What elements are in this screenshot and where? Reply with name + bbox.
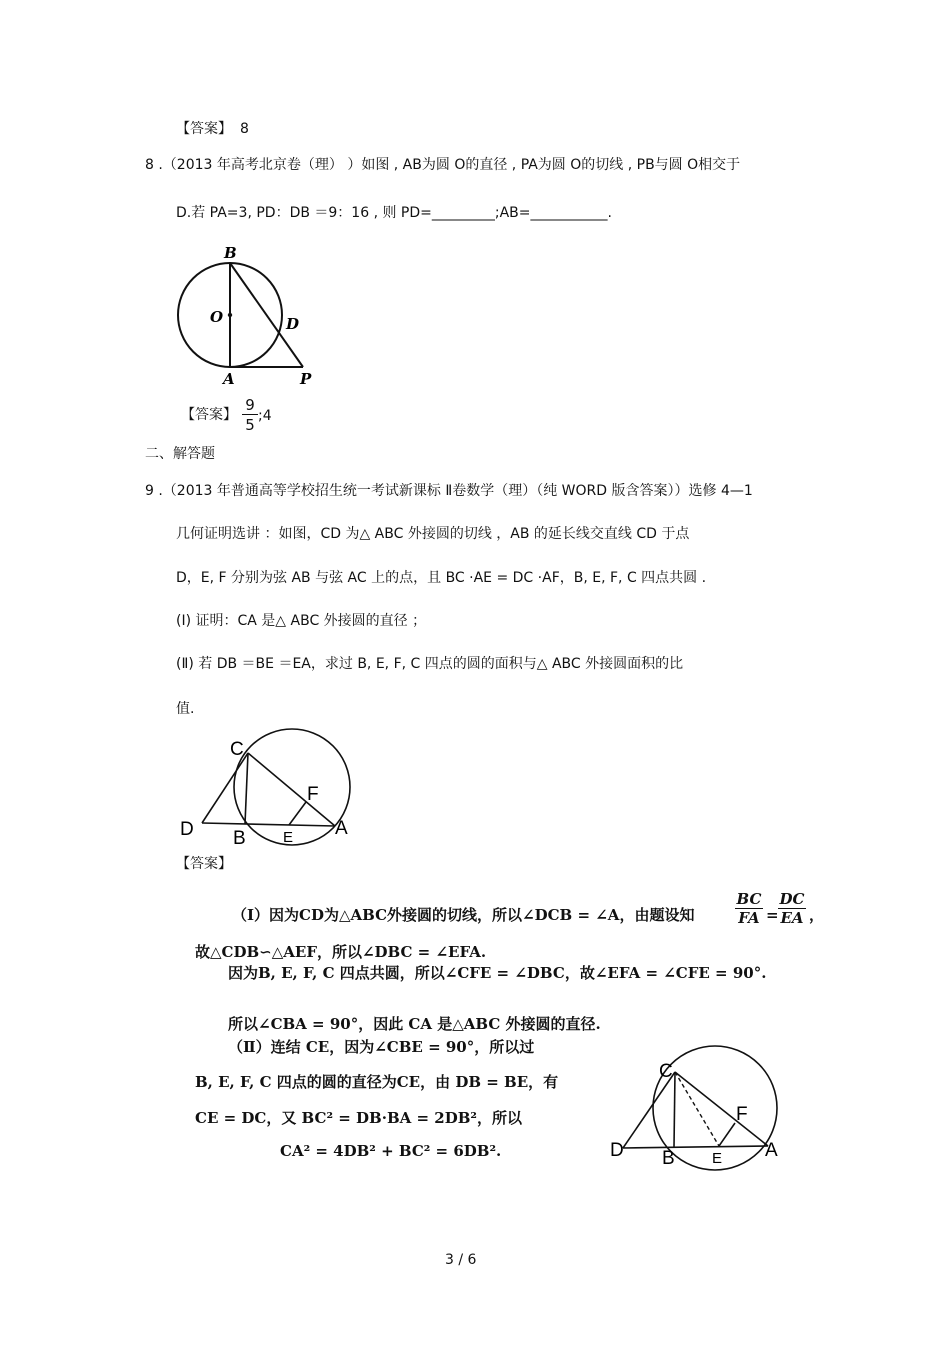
q8-label-o: O [210,308,224,326]
solution-line8: CA² = 4DB² + BC² = 6DB². [280,1142,502,1160]
q9-line3: D，E, F 分别为弦 AB 与弦 AC 上的点，且 BC ·AE = DC ·AF，B, E, F, C 四点共圆 . [176,570,707,586]
q8-label-d: D [286,315,300,333]
solution-line1: （Ⅰ）因为CD为△ABC外接圆的切线，所以∠DCB = ∠A，由题设知 [232,906,695,924]
q7-answer-value: 8 [240,121,249,137]
solution-line5: （Ⅱ）连结 CE，因为∠CBE = 90°，所以过 [228,1038,535,1056]
solution-label-a: A [765,1140,778,1161]
solution-f1-den: FA [738,909,760,927]
q9-label-c: C [230,739,244,760]
solution-label-e: E [712,1150,723,1167]
q8-answer-numerator: 9 [245,396,255,414]
q9-label-f: F [307,784,319,805]
q9-label-d: D [180,819,194,840]
solution-line6: B, E, F, C 四点的圆的直径为CE，由 DB = BE，有 [195,1073,559,1091]
q9-line1: 9 .（2013 年普通高等学校招生统一考试新课标 Ⅱ卷数学（理）（纯 WORD 版含答案））选修 4—1 [145,483,753,499]
solution-label-c: C [659,1061,673,1082]
q9-line4: (Ⅰ) 证明：CA 是△ ABC 外接圆的直径 ； [176,613,427,629]
q8-label-b: B [224,244,237,262]
q9-line2: 几何证明选讲 ：如图，CD 为△ ABC 外接圆的切线 ，AB 的延长线交直线 CD 于点 [176,526,690,542]
solution-f1-end: ， [809,906,825,924]
q9-line6: 值. [176,701,195,717]
solution-f1-eq: = [766,906,779,924]
solution-fraction-dc-ea [778,891,806,926]
q8-answer-fraction [242,397,258,434]
section-title: 二、解答题 [145,446,215,462]
solution-line7: CE = DC，又 BC² = DB·BA = 2DB²，所以 [195,1109,522,1127]
q8-line2: D.若 PA=3, PD：DB ＝9：16 , 则 PD=_________;AB=___________. [176,205,612,221]
q9-label-a: A [335,818,348,839]
solution-line3: 因为B, E, F, C 四点共圆，所以∠CFE = ∠DBC，故∠EFA = ∠CFE = 90°. [228,964,767,982]
q8-line1: 8 .（2013 年高考北京卷（理） ）如图 , AB为圆 O的直径 , PA为圆 O的切线 , PB与圆 O相交于 [145,157,741,173]
q9-label-e: E [283,829,294,846]
solution-line4: 所以∠CBA = 90°，因此 CA 是△ABC 外接圆的直径. [228,1015,601,1033]
solution-label-b: B [662,1148,675,1169]
solution-f2-den: EA [780,909,804,927]
q9-figure [175,728,365,850]
solution-f2-num: DC [779,890,805,908]
q8-answer-denominator: 5 [245,416,255,434]
solution-label-f: F [736,1104,748,1125]
q7-answer-label: 【答案】 [176,121,232,137]
solution-fraction-bc-fa [735,891,763,926]
q9-line5: (Ⅱ) 若 DB ＝BE ＝EA，求过 B, E, F, C 四点的圆的面积与△ ABC 外接圆面积的比 [176,656,684,672]
q8-answer-label: 【答案】 [181,407,237,423]
page-number: 3 / 6 [445,1252,477,1268]
q8-figure [170,240,330,390]
solution-figure [590,1045,790,1175]
solution-line2: 故△CDB∽△AEF，所以∠DBC = ∠EFA. [195,943,487,961]
q8-label-p: P [300,370,312,388]
solution-f1-num: BC [736,890,762,908]
q8-label-a: A [223,370,235,388]
q9-answer-label: 【答案】 [176,856,232,872]
solution-label-d: D [610,1140,624,1161]
q8-answer-rest: ;4 [258,408,272,424]
q9-label-b: B [233,828,246,849]
